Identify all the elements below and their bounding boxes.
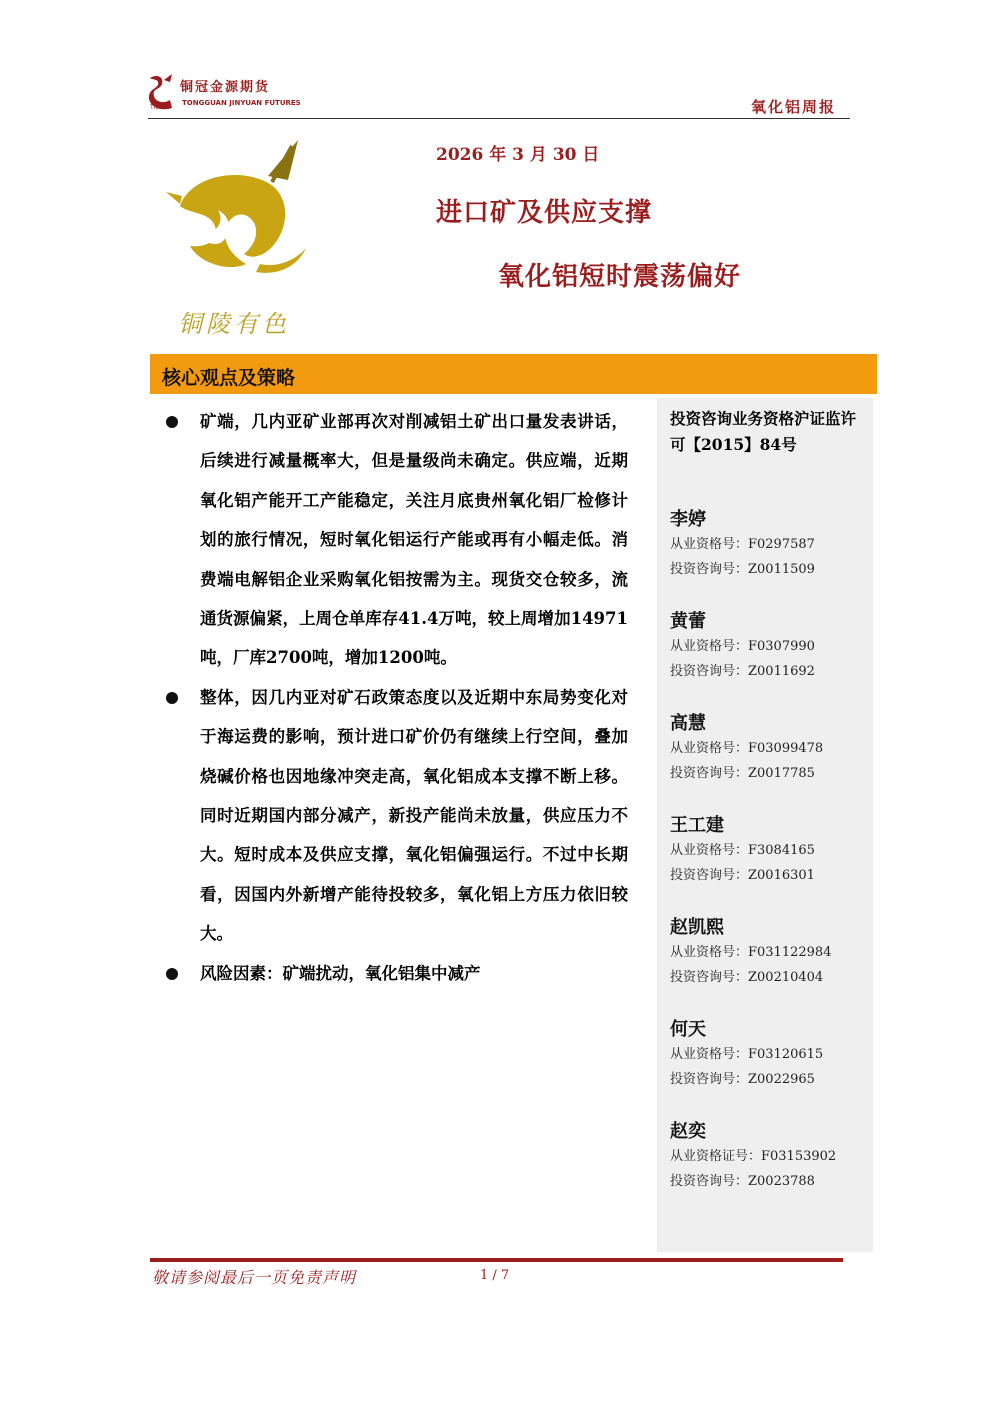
analyst-consult-no: 投资咨询号：Z0011692 bbox=[670, 664, 815, 679]
company-abbr: TNMG bbox=[150, 104, 168, 111]
analyst-license: 从业资格号：F03099478 bbox=[670, 741, 824, 756]
bullet-text: 矿端，几内亚矿业部再次对削减铝土矿出口量发表讲话，后续进行减量概率大，但是量级尚未确定。供应端，近期氧化铝产能开工产能稳定，关注月底贵州氧化铝厂检修计划的旅行情况，短时氧化铝运行产能或再有小幅走低。消费端电解铝企业采购氧化铝按需为主。现货交仓较多，流通货源偏紧，上周仓单库存41.4万吨，较上周增加14971吨，厂库2700吨，增加1200吨。 bbox=[200, 412, 628, 668]
analyst-license: 从业资格号：F031122984 bbox=[670, 945, 832, 960]
core-views-list bbox=[158, 402, 628, 993]
analyst-consult-no: 投资咨询号：Z0011509 bbox=[670, 562, 815, 577]
analyst-card bbox=[670, 508, 870, 582]
analyst-consult-no: 投资咨询号：Z0017785 bbox=[670, 766, 815, 781]
analyst-name: 李婷 bbox=[670, 509, 706, 530]
analyst-license: 从业资格号：F0307990 bbox=[670, 639, 815, 654]
analyst-card bbox=[670, 610, 870, 684]
analyst-consult-no: 投资咨询号：Z0022965 bbox=[670, 1072, 815, 1087]
analyst-name: 赵凯熙 bbox=[670, 917, 724, 938]
report-title-line1: 进口矿及供应支撑 bbox=[436, 198, 653, 228]
analyst-consult-no: 投资咨询号：Z0016301 bbox=[670, 868, 815, 883]
analyst-consult-no: 投资咨询号：Z0023788 bbox=[670, 1174, 815, 1189]
report-type: 氧化铝周报 bbox=[750, 98, 836, 116]
bullet-icon bbox=[166, 968, 178, 980]
company-name-cn: 铜冠金源期货 bbox=[180, 80, 271, 95]
analyst-consult-no: 投资咨询号：Z00210404 bbox=[670, 970, 824, 985]
analyst-card bbox=[670, 814, 870, 888]
bullet-icon bbox=[166, 692, 178, 704]
header-divider bbox=[148, 118, 850, 119]
analyst-card bbox=[670, 712, 870, 786]
analyst-license: 从业资格证号：F03153902 bbox=[670, 1149, 837, 1164]
analyst-license: 从业资格号：F3084165 bbox=[670, 843, 815, 858]
analyst-card bbox=[670, 916, 870, 990]
list-item bbox=[158, 402, 628, 678]
list-item bbox=[158, 678, 628, 954]
analyst-card bbox=[670, 1018, 870, 1092]
company-name-en: TONGGUAN JINYUAN FUTURES bbox=[182, 99, 301, 107]
analyst-name: 赵奕 bbox=[670, 1121, 706, 1142]
analyst-name: 高慧 bbox=[670, 713, 706, 734]
emblem-helmet-icon bbox=[160, 136, 320, 286]
bullet-icon bbox=[166, 416, 178, 428]
analyst-license: 从业资格号：F0297587 bbox=[670, 537, 815, 552]
analyst-sidebar bbox=[657, 398, 873, 1252]
page-number: 1 / 7 bbox=[480, 1268, 510, 1283]
analyst-name: 何天 bbox=[670, 1019, 706, 1040]
report-date: 2026 年 3 月 30 日 bbox=[436, 145, 600, 165]
section-title: 核心观点及策略 bbox=[162, 367, 296, 389]
footer-divider bbox=[150, 1258, 843, 1262]
qualification-text: 投资咨询业务资格沪证监许可【2015】84号 bbox=[670, 409, 857, 454]
analyst-name: 黄蕾 bbox=[670, 611, 706, 632]
report-title-line2: 氧化铝短时震荡偏好 bbox=[498, 262, 742, 292]
list-item bbox=[158, 954, 628, 993]
bullet-text: 整体，因几内亚对矿石政策态度以及近期中东局势变化对于海运费的影响，预计进口矿价仍有继续上行空间，叠加烧碱价格也因地缘冲突走高，氧化铝成本支撑不断上移。同时近期国内部分减产，新投产能尚未放量，供应压力不大。短时成本及供应支撑，氧化铝偏强运行。不过中长期看，因国内外新增产能待投较多，氧化铝上方压力依旧较大。 bbox=[200, 687, 628, 944]
analyst-card bbox=[670, 1120, 870, 1194]
emblem-caption: 铜陵有色 bbox=[178, 310, 290, 338]
bullet-text: 风险因素：矿端扰动，氧化铝集中减产 bbox=[200, 963, 481, 983]
analyst-license: 从业资格号：F03120615 bbox=[670, 1047, 824, 1062]
disclaimer-note: 敬请参阅最后一页免责声明 bbox=[152, 1268, 357, 1287]
analyst-name: 王工建 bbox=[670, 815, 724, 836]
